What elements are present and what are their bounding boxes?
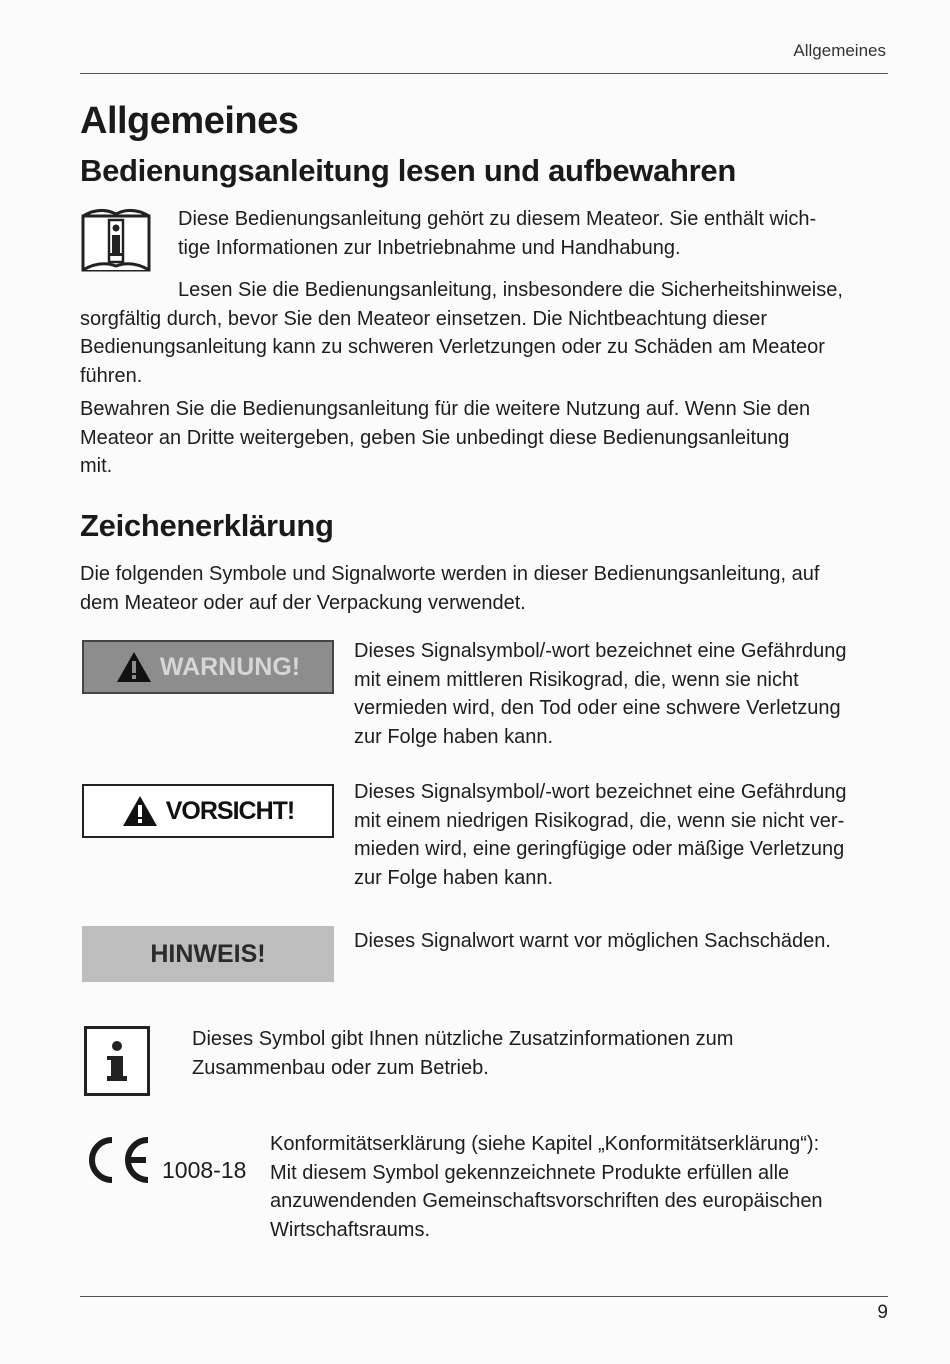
notice-badge — [82, 926, 334, 982]
info-icon — [84, 1026, 150, 1096]
desc-line: vermieden wird, den Tod oder eine schwere Verletzung — [354, 697, 841, 719]
footer-rule — [80, 1296, 888, 1297]
desc-line: Wirtschaftsraums. — [270, 1218, 431, 1241]
paragraph-line: mit. — [80, 455, 113, 477]
info-symbol-description — [192, 1025, 892, 1082]
store-paragraph — [80, 395, 890, 481]
section-heading-read-store: Bedienungsanleitung lesen und aufbewahren — [80, 153, 737, 188]
warning-label: WARNUNG! — [159, 652, 301, 681]
paragraph-line: Bewahren Sie die Bedienungsanleitung für die weitere Nutzung auf. Wenn Sie den — [80, 398, 811, 420]
caution-description — [354, 778, 894, 892]
warning-description — [354, 637, 894, 751]
header-rule — [80, 73, 888, 74]
desc-line: zur Folge haben kann. — [354, 725, 554, 748]
desc-line: Konformitätserklärung (siehe Kapitel „Konformitätserklärung“): — [270, 1133, 820, 1155]
symbols-intro — [80, 560, 890, 617]
desc-line: Dieses Signalwort warnt vor möglichen Sachschäden. — [354, 930, 831, 952]
ce-number: 1008-18 — [162, 1157, 247, 1183]
paragraph-line: dem Meateor oder auf der Verpackung verwendet. — [80, 591, 526, 614]
paragraph-line: sorgfältig durch, bevor Sie den Meateor einsetzen. Die Nichtbeachtung dieser — [80, 307, 768, 330]
warning-triangle-icon — [116, 651, 152, 683]
info-line: tige Informationen zur Inbetriebnahme und Handhabung. — [178, 236, 681, 259]
ce-mark-icon — [82, 1134, 152, 1186]
warning-badge — [82, 640, 334, 694]
paragraph-line: Die folgenden Symbole und Signalworte werden in dieser Bedienungsanleitung, auf — [80, 563, 820, 585]
notice-description — [354, 927, 894, 956]
paragraph-line: Lesen Sie die Bedienungsanleitung, insbesondere die Sicherheitshinweise, — [178, 279, 843, 301]
caution-triangle-icon — [122, 795, 158, 827]
running-header: Allgemeines — [793, 41, 886, 60]
desc-line: mit einem mittleren Risikograd, die, wenn sie nicht — [354, 668, 799, 691]
desc-line: mieden wird, eine geringfügige oder mäßige Verletzung — [354, 838, 845, 860]
info-paragraph — [178, 205, 878, 262]
desc-line: Mit diesem Symbol gekennzeichnete Produkte erfüllen alle — [270, 1161, 790, 1184]
desc-line: Dieses Symbol gibt Ihnen nützliche Zusatzinformationen zum — [192, 1028, 734, 1050]
ce-description — [270, 1130, 890, 1244]
page-number: 9 — [877, 1302, 888, 1323]
read-paragraph — [80, 276, 890, 390]
desc-line: Dieses Signalsymbol/-wort bezeichnet eine Gefährdung — [354, 640, 847, 662]
caution-badge — [82, 784, 334, 838]
info-line: Diese Bedienungsanleitung gehört zu diesem Meateor. Sie enthält wich- — [178, 208, 817, 230]
desc-line: mit einem niedrigen Risikograd, die, wenn sie nicht ver- — [354, 809, 845, 832]
desc-line: anzuwendenden Gemeinschaftsvorschriften des europäischen — [270, 1190, 823, 1212]
book-info-icon — [80, 202, 152, 272]
desc-line: zur Folge haben kann. — [354, 866, 554, 889]
caution-label: VORSICHT! — [165, 796, 295, 825]
section-heading-symbols: Zeichenerklärung — [80, 508, 334, 543]
desc-line: Zusammenbau oder zum Betrieb. — [192, 1056, 489, 1079]
desc-line: Dieses Signalsymbol/-wort bezeichnet eine Gefährdung — [354, 781, 847, 803]
paragraph-line: führen. — [80, 364, 143, 387]
paragraph-line: Bedienungsanleitung kann zu schweren Verletzungen oder zu Schäden am Meateor — [80, 336, 825, 358]
notice-label: HINWEIS! — [150, 939, 266, 968]
page-title: Allgemeines — [80, 100, 299, 142]
paragraph-line: Meateor an Dritte weitergeben, geben Sie unbedingt diese Bedienungsanleitung — [80, 426, 790, 449]
